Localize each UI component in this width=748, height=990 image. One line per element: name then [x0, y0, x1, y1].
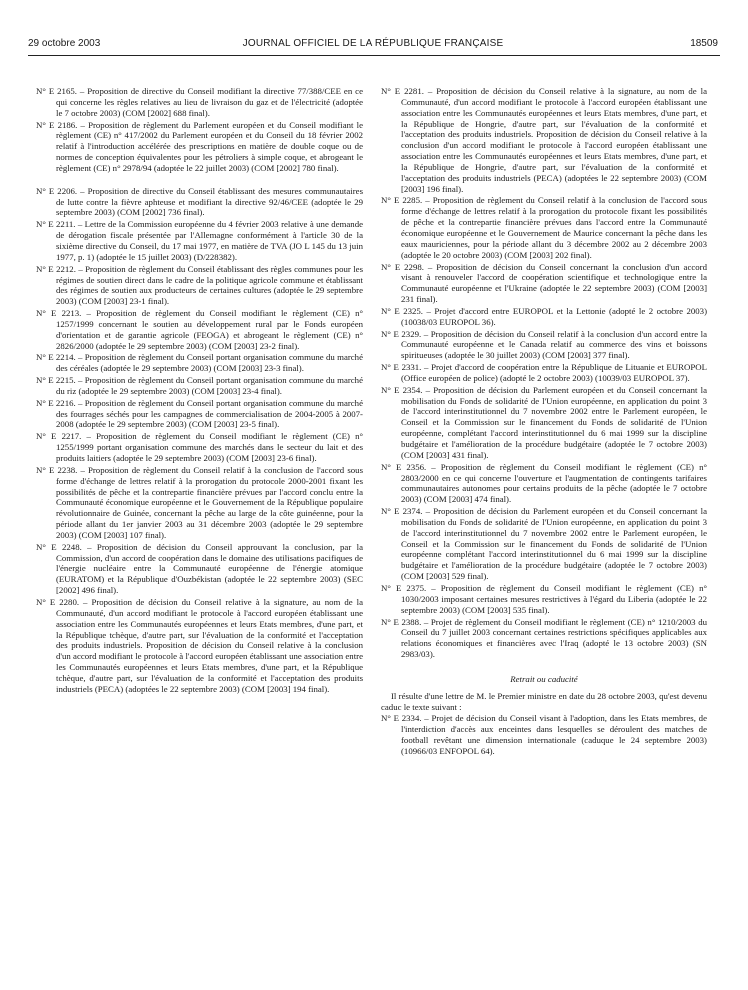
header-date: 29 octobre 2003 [28, 38, 101, 49]
section-title-retrait: Retrait ou caducité [510, 673, 578, 684]
entry-e2298: N° E 2298. – Proposition de décision du Conseil concernant la conclusion d'un accord visant à renouveler l'accord de coopération scientifique et technologique entre la Communauté européenne et l'Ukraine (adoptée le 22 septembre 2003) (COM [2003] 231 final). [381, 261, 707, 305]
entry-e2331: N° E 2331. – Projet d'accord de coopération entre la République de Lituanie et EUROPOL (Office européen de police) (adopté le 2 octobre 2003) (10039/03 EUROPOL 37). [381, 362, 707, 383]
right-column [381, 86, 707, 757]
entry-e2217: N° E 2217. – Proposition de règlement du Conseil modifiant le règlement (CE) n° 1255/1999 portant organisation commune des marchés dans le secteur du lait et des produits laitiers (adoptée le 29 septembre 2003) (COM [2003] 23-6 final). [36, 431, 363, 463]
entry-e2186: N° E 2186. – Proposition de règlement du Parlement européen et du Conseil modifiant le règlement (CE) n° 417/2002 du Parlement européen et du Conseil du 18 février 2002 relatif à l'introduction accélérée des prescriptions en matière de double coque ou de normes de conception équivalentes pour les pétroliers à simple coque, et abrogeant le règlement (CE) n° 2978/94 (adoptée le 22 juillet 2003) (COM [2002] 780 final). [36, 119, 363, 173]
entry-e2214: N° E 2214. – Proposition de règlement du Conseil portant organisation commune du marché des céréales (adoptée le 29 septembre 2003) (COM [2003] 23-3 final). [36, 352, 363, 374]
left-column [36, 86, 363, 695]
entry-e2354: N° E 2354. – Proposition de décision du Parlement européen et du Conseil concernant la mobilisation du Fonds de solidarité de l'Union européenne, en application du point 3 de l'accord interinstitutionnel du 7 novembre 2002 entre le Parlement européen, le Conseil et la Commission sur le financement du Fonds de solidarité de l'Union européenne, complétant l'accord interinstitutionnel du 6 mai 1999 sur la discipline budgétaire et l'amélioration de la procédure budgétaire (adoptée le 7 octobre 2003) (COM [2003] 431 final). [381, 384, 707, 460]
entry-e2212: N° E 2212. – Proposition de règlement du Conseil établissant des règles communes pour les régimes de soutien direct dans le cadre de la politique agricole commune et établissant des régimes de soutien aux producteurs de certaines cultures (adoptée le 29 septembre 2003) (COM [2003] 23-1 final). [36, 263, 363, 307]
entry-e2238: N° E 2238. – Proposition de règlement du Conseil relatif à la conclusion de l'accord sous forme d'échange de lettres relatif à la prorogation du protocole 2000-2001 fixant les possibilités de pêche et la contrepartie financière prévues par l'accord conclu entre la Communauté économique européenne et le Gouvernement de la République populaire révolutionnaire de Guinée, concernant la pêche au large de la côte guinéenne, pour la période allant du 1er janvier 2003 au 31 décembre 2003 (adoptée le 29 septembre 2003) (COM [2003] 107 final). [36, 464, 363, 540]
header-rule [28, 55, 720, 56]
entry-e2281: N° E 2281. – Proposition de décision du Conseil relative à la signature, au nom de la Communauté, d'un accord modifiant le protocole à l'accord européen établissant une association entre les Communautés européennes et leurs Etats membres, d'une part, et la République de Hongrie, d'autre part, sur l'évaluation de la conformité et l'acceptation des produits industriels. Proposition de décision du Conseil relative à la conclusion d'un accord modifiant le protocole à l'accord européen établissant une association entre les Communautés européennes et leurs Etats membres, d'une part, et la République de Hongrie, d'autre part, sur l'évaluation de la conformité et l'acceptation des produits industriels (PECA) (adoptées le 22 septembre 2003) (COM [2003] 196 final). [381, 86, 707, 194]
entry-e2374: N° E 2374. – Proposition de décision du Parlement européen et du Conseil concernant la mobilisation du Fonds de solidarité de l'Union européenne, en application du point 3 de l'accord interinstitutionnel du 7 novembre 2002 entre le Parlement européen, le Conseil et la Commission sur le financement du Fonds de solidarité de l'Union européenne complétant l'accord interinstitutionnel du 6 mai 1999 sur la discipline budgétaire et l'amélioration de la procédure budgétaire (adoptée le 7 octobre 2003) (COM [2003] 529 final). [381, 506, 707, 582]
entry-e2248: N° E 2248. – Proposition de décision du Conseil approuvant la conclusion, par la Commission, d'un accord de coopération dans le domaine des utilisations pacifiques de l'énergie nucléaire entre la Communauté européenne de l'énergie atomique (EURATOM) et la République d'Ouzbékistan (adoptée le 22 septembre 2003) (SEC [2002] 496 final). [36, 541, 363, 596]
entry-e2329: N° E 2329. – Proposition de décision du Conseil relatif à la conclusion d'un accord entre la Communauté européenne et le Canada relatif au commerce des vins et boissons spiritueuses (adoptée le 30 juillet 2003) (COM [2003] 377 final). [381, 328, 707, 361]
entry-e2356: N° E 2356. – Proposition de règlement du Conseil modifiant le règlement (CE) n° 2803/2000 en ce qui concerne l'ouverture et l'augmentation de contingents tarifaires communautaires autonomes pour certains produits de la pêche (adoptée le 7 octobre 2003) (COM [2003] 474 final). [381, 461, 707, 505]
entry-e2213: N° E 2213. – Proposition de règlement du Conseil modifiant le règlement (CE) n° 1257/1999 concernant le soutien au développement rural par le Fonds européen d'orientation et de garantie agricole (FEOGA) et abrogeant le règlement (CE) n° 2826/2000 (adoptée le 29 septembre 2003) (COM [2003] 23-2 final). [36, 308, 363, 351]
retrait-intro: Il résulte d'une lettre de M. le Premier ministre en date du 28 octobre 2003, qu'est devenu caduc le texte suivant : [381, 690, 707, 712]
journal-title: JOURNAL OFFICIEL DE LA RÉPUBLIQUE FRANÇAISE [242, 38, 504, 49]
entry-e2215: N° E 2215. – Proposition de règlement du Conseil portant organisation commune du marché du riz (adoptée le 29 septembre 2003) (COM [2003] 23-4 final). [36, 375, 363, 396]
entry-e2211: N° E 2211. – Lettre de la Commission européenne du 4 février 2003 relative à une demande de dérogation fiscale présentée par l'Allemagne conformément à l'article 30 de la sixième directive du Conseil, du 17 mai 1977, en matière de TVA (JO L 145 du 13 juin 1977, p. 1) (adoptée le 15 juillet 2003) (D/228382). [36, 219, 363, 262]
entry-e2388: N° E 2388. – Projet de règlement du Conseil modifiant le règlement (CE) n° 1210/2003 du Conseil du 7 juillet 2003 concernant certaines restrictions spécifiques applicables aux relations économiques et financières avec l'Iraq (adopté le 13 octobre 2003) (SN 2983/03). [381, 616, 707, 660]
page-number: 18509 [690, 38, 718, 49]
entry-e2280: N° E 2280. – Proposition de décision du Conseil relative à la signature, au nom de la Communauté, d'un accord modifiant le protocole à l'accord européen établissant une association entre les Communautés européennes et leurs Etats membres, d'une part, et la République tchèque, d'autre part, sur l'évaluation de la conformité et l'acceptation des produits industriels. Proposition de décision du Conseil relative à la conclusion d'un accord modifiant le protocole à l'accord européen établissant une association entre les Communautés européennes et leurs Etats membres, d'une part, et la République tchèque, d'autre part, sur l'évaluation de la conformité et l'acceptation des produits industriels (PECA) (adoptées le 22 septembre 2003) (COM [2003] 194 final). [36, 596, 363, 694]
page-header [28, 38, 718, 54]
entry-e2325: N° E 2325. – Projet d'accord entre EUROPOL et la Lettonie (adopté le 2 octobre 2003) (10038/03 EUROPOL 36). [381, 305, 707, 327]
entry-e2285: N° E 2285. – Proposition de règlement du Conseil relatif à la conclusion de l'accord sous forme d'échange de lettres relatif à la prorogation du protocole fixant les possibilités de pêche et la contrepartie financière prévues dans l'accord entre la Communauté économique européenne et le Gouvernement de Maurice concernant la pêche dans les eaux mauriciennes, pour la période allant du 3 décembre 2002 au 2 décembre 2003 (adoptée le 20 octobre 2003) (COM [2003] 202 final). [381, 195, 707, 260]
entry-e2375: N° E 2375. – Proposition de règlement du Conseil modifiant le règlement (CE) n° 1030/2003 imposant certaines mesures restrictives à l'égard du Liberia (adoptée le 22 septembre 2003) (COM [2003] 535 final). [381, 582, 707, 615]
entry-e2165: N° E 2165. – Proposition de directive du Conseil modifiant la directive 77/388/CEE en ce qui concerne les règles relatives au lieu de livraison du gaz et de l'électricité (adoptée le 7 octobre 2003) (COM [2002] 688 final). [36, 86, 363, 118]
entry-e2216: N° E 2216. – Proposition de règlement du Conseil portant organisation commune du marché des fourrages séchés pour les campagnes de commercialisation de 2004-2005 à 2007-2008 (adoptée le 29 septembre 2003) (COM [2003] 23-5 final). [36, 397, 363, 430]
entry-e2206: N° E 2206. – Proposition de directive du Conseil établissant des mesures communautaires de lutte contre la fièvre aphteuse et modifiant la directive 92/46/CEE (adoptée le 29 septembre 2003) (COM [2002] 736 final). [36, 185, 363, 218]
entry-e2334: N° E 2334. – Projet de décision du Conseil visant à l'adoption, dans les Etats membres, de l'interdiction d'accès aux enceintes dans lesquelles se déroulent des matches de football revêtant une dimension internationale (caduque le 24 septembre 2003) (10966/03 ENFOPOL 64). [381, 713, 707, 756]
